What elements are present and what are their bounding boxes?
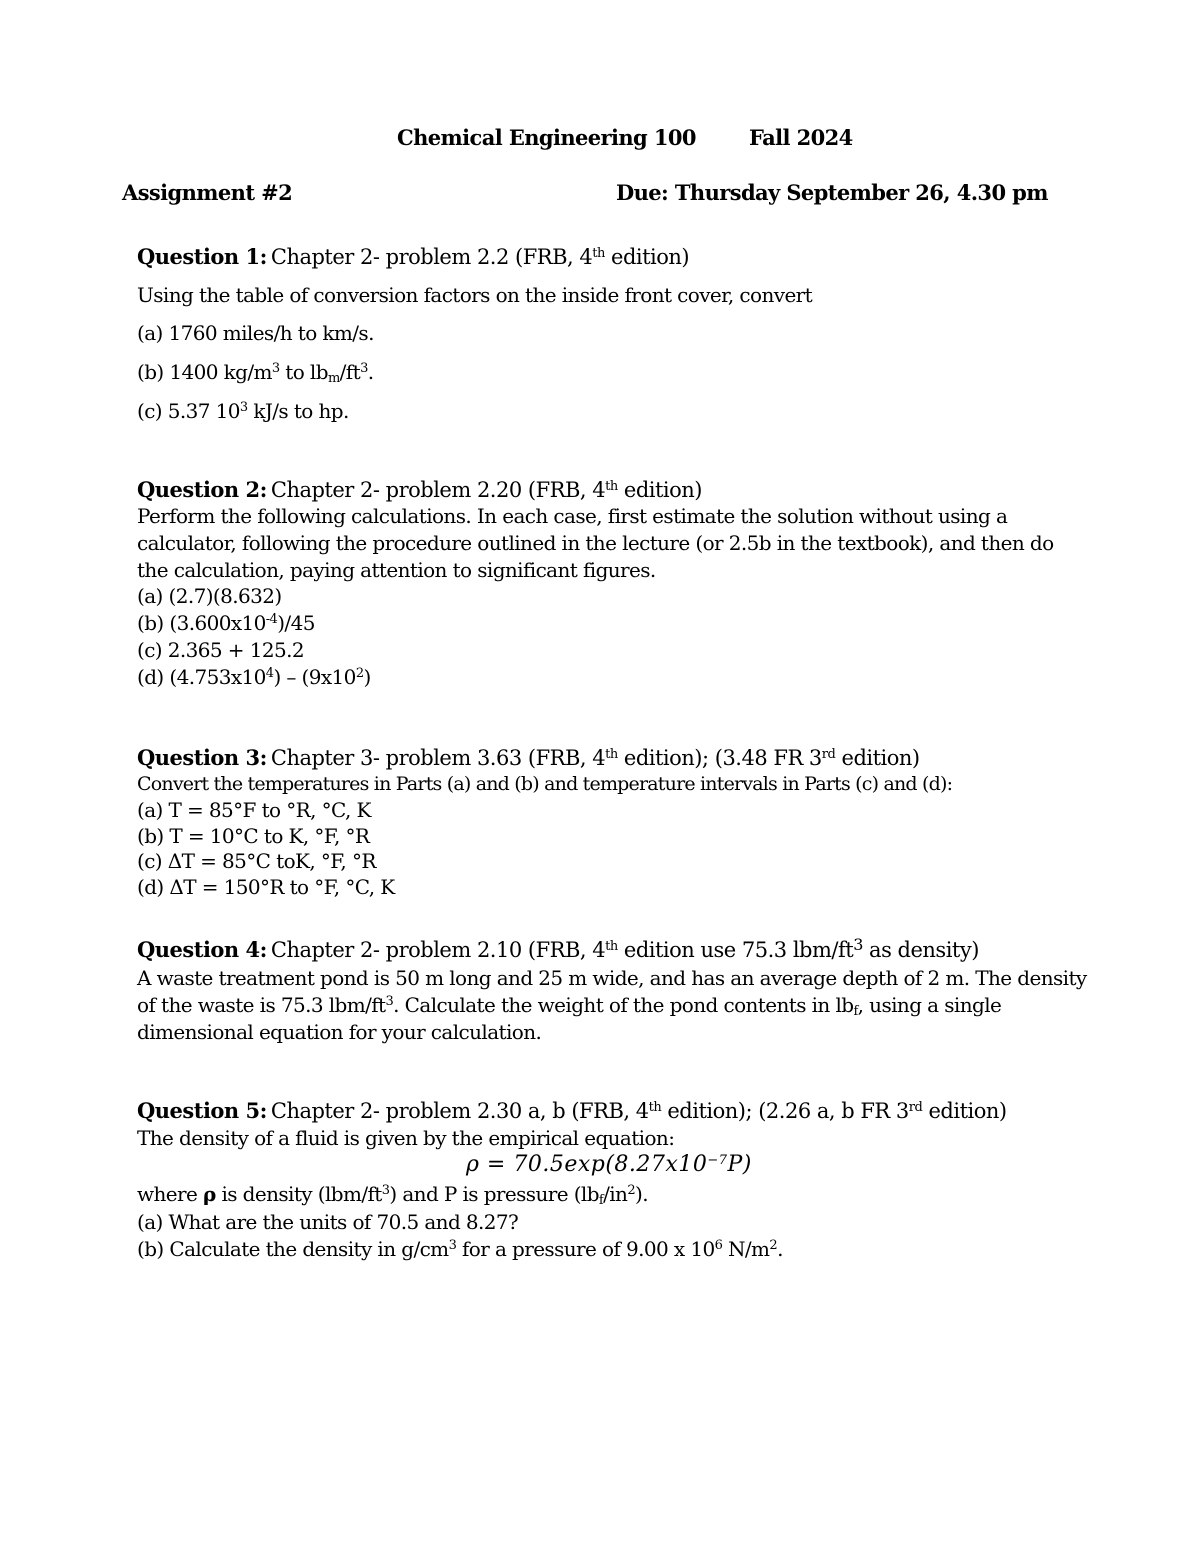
question-2-part-d: (d) $(4.753x10^4) - (9x10^2)$ bbox=[137, 665, 371, 689]
question-3-part-c: (c) ΔT = 85°C toK, °F, °R bbox=[137, 849, 376, 873]
question-1-intro: Using the table of conversion factors on the inside front cover, convert bbox=[137, 283, 813, 307]
question-2-part-c: (c) 2.365 + 125.2 bbox=[137, 638, 304, 662]
question-5-intro: The density of a fluid is given by the empirical equation: bbox=[137, 1126, 675, 1150]
question-4-label: Question 4: bbox=[137, 937, 267, 962]
question-1-reference: Chapter 2- problem 2.2 (FRB, 4 bbox=[270, 245, 593, 269]
question-2-heading: Question 2: Chapter 2- problem 2.20 (FRB, 4th edition) bbox=[137, 477, 702, 502]
question-5-heading: Question 5: Chapter 2- problem 2.30 a, b (FRB, 4th edition); (2.26 a, b FR 3rd edition) bbox=[137, 1098, 1007, 1123]
question-3-part-a: (a) T = 85°F to °R, °C, K bbox=[137, 798, 371, 822]
course-title: Chemical Engineering 100 bbox=[397, 125, 696, 150]
question-1-part-c: (c) 5.37 $10^3$ kJ/s to hp. bbox=[137, 399, 349, 423]
question-3-reference: Chapter 3- problem 3.63 (FRB, 4 bbox=[270, 746, 606, 770]
question-4-line-1: A waste treatment pond is 50 m long and 25 m wide, and has an average depth of 2 m. The density bbox=[137, 966, 1087, 990]
question-2-part-a: (a) (2.7)(8.632) bbox=[137, 584, 282, 608]
question-5-label: Question 5: bbox=[137, 1098, 267, 1123]
question-5-reference: Chapter 2- problem 2.30 a, b (FRB, 4 bbox=[270, 1099, 649, 1123]
question-4-heading: Question 4: Chapter 2- problem 2.10 (FRB, 4th edition use 75.3 lbm/$ft^3$ as density) bbox=[137, 935, 979, 962]
question-1-part-a: (a) 1760 miles/h to km/s. bbox=[137, 321, 374, 345]
question-5-part-b: (b) Calculate the density in $g/cm^3$ for a pressure of 9.00 x $10^6$ $N/m^2$. bbox=[137, 1237, 783, 1261]
question-4-reference: Chapter 2- problem 2.10 (FRB, 4 bbox=[270, 938, 606, 962]
question-5-part-a: (a) What are the units of 70.5 and 8.27? bbox=[137, 1210, 519, 1234]
question-3-part-b: (b) T = 10°C to K, °F, °R bbox=[137, 824, 370, 848]
question-5-where-line: where ρ is density $(lbm/ft^3)$ and P is pressure $(lb_f/in^2)$. bbox=[137, 1182, 648, 1208]
density-equation: $\rho = 70.5\exp(8.27x10^{-7}P)$ bbox=[466, 1152, 752, 1177]
question-2-line-3: the calculation, paying attention to significant figures. bbox=[137, 558, 656, 582]
question-3-label: Question 3: bbox=[137, 745, 267, 770]
question-2-line-1: Perform the following calculations. In each case, first estimate the solution without using a bbox=[137, 504, 1008, 528]
question-2-part-b: (b) $(3.600x10^{-4})/45$ bbox=[137, 611, 315, 635]
question-2-reference: Chapter 2- problem 2.20 (FRB, 4 bbox=[270, 478, 606, 502]
question-4-line-3: dimensional equation for your calculation. bbox=[137, 1020, 542, 1044]
question-3-intro: Convert the temperatures in Parts (a) and (b) and temperature intervals in Parts (c) and (d): bbox=[137, 773, 953, 795]
term-label: Fall 2024 bbox=[749, 125, 853, 150]
due-date: Due: Thursday September 26, 4.30 pm bbox=[616, 180, 1048, 205]
question-4-line-2: of the waste is 75.3 lbm/$ft^3$. Calculate the weight of the pond contents in $lb_f$, using a single bbox=[137, 993, 1002, 1019]
question-3-heading: Question 3: Chapter 3- problem 3.63 (FRB, 4th edition); (3.48 FR 3rd edition) bbox=[137, 745, 920, 770]
assignment-label: Assignment #2 bbox=[122, 180, 293, 205]
question-1-part-b: (b) 1400 $kg/m^3$ to $lb_m/ft^3$. bbox=[137, 360, 374, 386]
question-1-heading: Question 1: Chapter 2- problem 2.2 (FRB, 4th edition) bbox=[137, 244, 690, 269]
question-1-label: Question 1: bbox=[137, 244, 267, 269]
question-3-part-d: (d) ΔT = 150°R to °F, °C, K bbox=[137, 875, 395, 899]
question-2-label: Question 2: bbox=[137, 477, 267, 502]
question-2-line-2: calculator, following the procedure outlined in the lecture (or 2.5b in the textbook), and then do bbox=[137, 531, 1054, 555]
